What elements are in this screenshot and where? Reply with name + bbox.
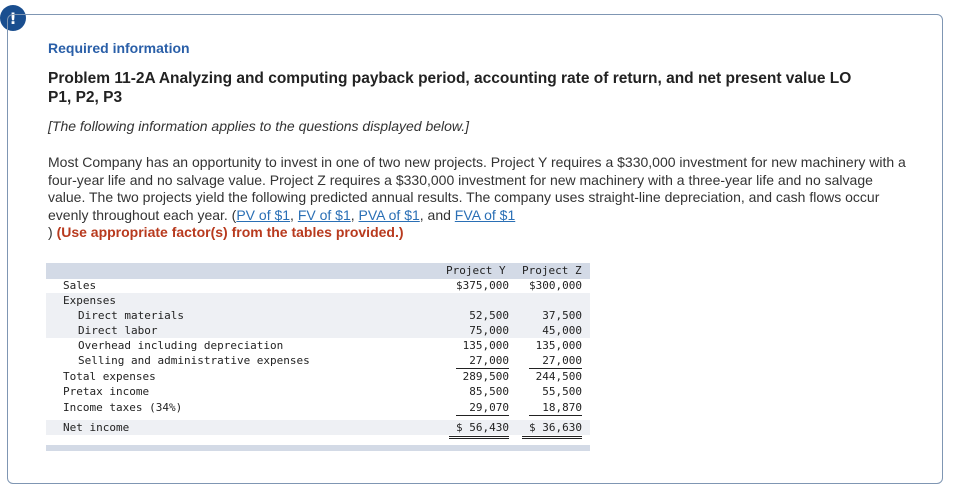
project-y-value: 135,000 [462,339,509,352]
row-label: Direct materials [78,309,184,322]
row-label: Overhead including depreciation [78,339,284,352]
table-row [46,338,590,353]
instruction-emphasis: (Use appropriate factor(s) from the tables provided.) [56,224,404,240]
problem-paragraph [48,154,908,242]
project-y-value: $375,000 [456,279,509,292]
problem-title: Problem 11-2A Analyzing and computing payback period, accounting rate of return, and net present value LO P1, P2, P3 [48,70,852,106]
row-label: Selling and administrative expenses [78,354,310,367]
required-information-heading: Required information [48,40,190,56]
project-y-value: 85,500 [469,385,509,398]
project-y-value: $ 56,430 [456,421,509,434]
tax-underline-y [456,415,509,416]
paragraph-text: Most Company has an opportunity to invest in one of two new projects. Project Y requires a $330,000 investment for new machinery with a four-year life and no salvage value. Project Z requires a $330,000 investment for new machinery with a three-year life and no salvage value. The two projects yield the following predicted annual results. The company uses straight-line depreciation, and cash flows occur evenly throughout each year. ( [48,154,906,223]
link-separator: , [350,206,359,223]
project-z-value: 18,870 [542,401,582,414]
project-z-value: $300,000 [529,279,582,292]
project-y-value: 27,000 [469,354,509,367]
project-z-value: 244,500 [535,370,582,383]
project-z-value: $ 36,630 [529,421,582,434]
income-statement-table [46,263,590,451]
table-row [46,293,590,308]
table-row [46,384,590,399]
project-y-value: 52,500 [469,309,509,322]
link-separator: , [290,206,298,223]
link-separator: , and [419,206,455,223]
project-z-value: 37,500 [542,309,582,322]
net-income-double-underline-z [522,436,582,439]
table-header-bar [46,263,590,279]
project-z-value: 27,000 [542,354,582,367]
project-z-value: 55,500 [542,385,582,398]
project-y-value: 289,500 [462,370,509,383]
table-row [46,420,590,435]
row-label: Sales [63,279,97,292]
table-row [46,369,590,384]
pva-of-1-link[interactable]: PVA of $1 [358,206,420,223]
project-y-value: 29,070 [469,401,509,414]
column-header-project-z: Project Z [522,264,582,277]
row-label: Direct labor [78,324,158,337]
row-label: Total expenses [63,370,156,383]
exclamation-icon: ! [9,8,17,28]
note-text: [The following information applies to the questions displayed below.] [48,118,470,134]
tax-underline-z [529,415,582,416]
net-income-double-underline-y [449,436,509,439]
close-paren: ) [48,224,53,240]
table-row [46,353,590,368]
row-label: Net income [63,421,130,434]
table-row [46,278,590,293]
project-z-value: 45,000 [542,324,582,337]
table-row [46,308,590,323]
row-label: Income taxes (34%) [63,401,183,414]
fv-of-1-link[interactable]: FV of $1 [297,206,351,223]
column-header-project-y: Project Y [446,264,506,277]
table-footer-bar [46,445,590,451]
table-row [46,400,590,415]
project-y-value: 75,000 [469,324,509,337]
row-label: Pretax income [63,385,150,398]
pv-of-1-link[interactable]: PV of $1 [236,206,291,223]
row-label: Expenses [63,294,116,307]
fva-of-1-link[interactable]: FVA of $1 [454,206,516,223]
project-z-value: 135,000 [535,339,582,352]
table-row [46,323,590,338]
